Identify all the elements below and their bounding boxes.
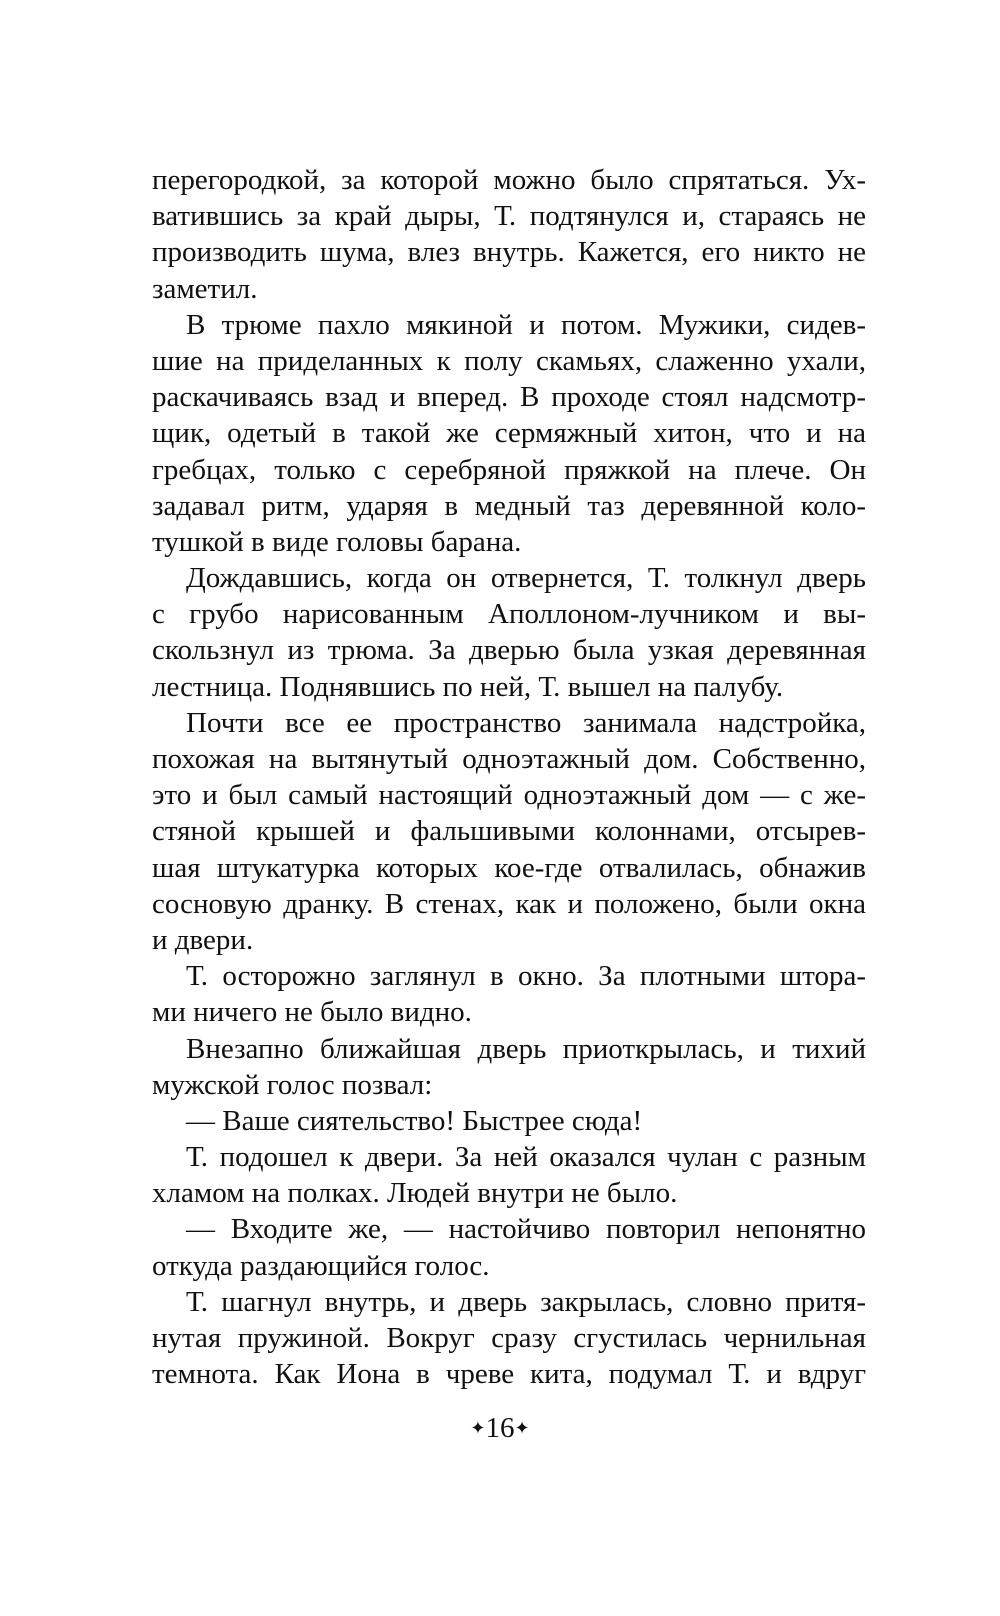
text-line: — Ваше сиятельство! Быстрее сюда! (186, 1104, 643, 1137)
text-line: мужской голос позвал: (152, 1068, 433, 1101)
text-line: темнота. Как Иона в чреве кита, подумал Т. и вдруг (152, 1358, 866, 1391)
page-number (0, 1410, 1000, 1446)
text-line: В трюме пахло мякиной и потом. Мужики, сидев- (186, 308, 866, 341)
text-line: заметил. (152, 272, 258, 305)
text-line: и двери. (152, 923, 254, 956)
page-text (152, 162, 866, 1392)
text-line: скользнул из трюма. За дверью была узкая деревянная (152, 634, 866, 667)
text-line: Внезапно ближайшая дверь приоткрылась, и тихий (186, 1032, 866, 1065)
text-line: Т. шагнул внутрь, и дверь закрылась, словно притя- (186, 1285, 866, 1318)
text-line: лестница. Поднявшись по ней, Т. вышел на палубу. (152, 670, 784, 703)
text-line: шая штукатурка которых кое-где отвалилась, обнажив (152, 851, 866, 884)
text-line: — Входите же, — настойчиво повторил непонятно (186, 1213, 866, 1246)
text-line: гребцах, только с серебряной пряжкой на плече. Он (152, 453, 866, 486)
text-line: Т. подошел к двери. За ней оказался чулан с разным (186, 1141, 866, 1174)
text-line: откуда раздающийся голос. (152, 1249, 490, 1282)
text-line: хламом на полках. Людей внутри не было. (152, 1177, 678, 1210)
ornament-star-icon: ✦ (514, 1418, 530, 1438)
text-line: перегородкой, за которой можно было спрятаться. Ух- (152, 164, 866, 196)
text-line: ми ничего не было видно. (152, 996, 472, 1029)
text-line: похожая на вытянутый одноэтажный дом. Собственно, (152, 743, 866, 775)
text-line: стяной крышей и фальшивыми колоннами, отсырев- (152, 815, 866, 848)
text-line: задавал ритм, ударяя в медный таз деревянной коло- (152, 489, 866, 522)
text-line: это и был самый настоящий одноэтажный дом — с же- (152, 779, 866, 812)
text-line: ватившись за край дыры, Т. подтянулся и, стараясь не (152, 200, 866, 233)
text-line: нутая пружиной. Вокруг сразу сгустилась чернильная (152, 1322, 866, 1354)
text-line: тушкой в виде головы барана. (152, 525, 522, 558)
ornament-star-icon: ✦ (470, 1418, 486, 1438)
text-line: сосновую дранку. В стенах, как и положено, были окна (152, 887, 866, 920)
page-number-value: 16 (485, 1412, 515, 1444)
text-line: раскачиваясь взад и вперед. В проходе стоял надсмотр- (152, 381, 866, 414)
text-line: производить шума, влез внутрь. Кажется, его никто не (152, 236, 866, 269)
text-line: щик, одетый в такой же сермяжный хитон, что и на (152, 417, 866, 450)
text-line: Дождавшись, когда он отвернется, Т. толкнул дверь (186, 562, 866, 595)
text-line: с грубо нарисованным Аполлоном-лучником и вы- (152, 598, 866, 631)
text-line: шие на приделанных к полу скамьях, слаженно ухали, (152, 344, 866, 377)
text-line: Т. осторожно заглянул в окно. За плотными штора- (186, 960, 866, 993)
text-line: Почти все ее пространство занимала надстройка, (186, 706, 866, 739)
